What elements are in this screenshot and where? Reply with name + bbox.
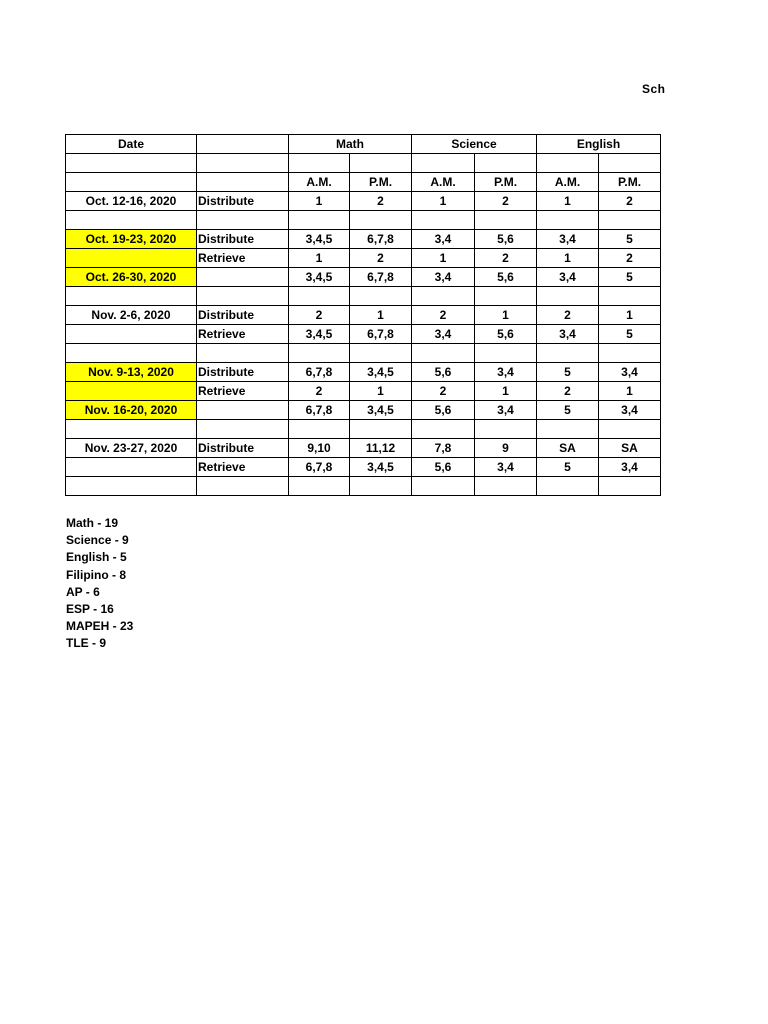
value-cell (599, 211, 661, 230)
value-cell: 1 (289, 192, 350, 211)
value-cell (412, 211, 475, 230)
action-cell: Retrieve (197, 458, 289, 477)
value-cell (475, 420, 537, 439)
value-cell (599, 344, 661, 363)
value-cell: 3,4,5 (289, 230, 350, 249)
value-cell: 5,6 (412, 458, 475, 477)
value-cell: 1 (289, 249, 350, 268)
value-cell: 3,4,5 (350, 458, 412, 477)
value-cell (350, 420, 412, 439)
action-cell (197, 420, 289, 439)
value-cell: 6,7,8 (289, 363, 350, 382)
value-cell (289, 420, 350, 439)
table-row (66, 401, 661, 420)
table-row (66, 382, 661, 401)
legend-item: Filipino - 8 (66, 567, 126, 582)
value-cell: 2 (350, 192, 412, 211)
value-cell: 3,4 (537, 230, 599, 249)
value-cell: 3,4 (412, 230, 475, 249)
action-cell: Retrieve (197, 382, 289, 401)
value-cell: 3,4 (599, 363, 661, 382)
value-cell: 3,4 (412, 268, 475, 287)
value-cell (289, 287, 350, 306)
value-cell: 1 (350, 382, 412, 401)
value-cell: 1 (599, 382, 661, 401)
date-cell (66, 477, 197, 496)
value-cell: 3,4,5 (350, 401, 412, 420)
header-date: Date (66, 135, 197, 154)
value-cell (537, 420, 599, 439)
value-cell: 6,7,8 (350, 268, 412, 287)
action-cell: Distribute (197, 363, 289, 382)
value-cell (412, 344, 475, 363)
value-cell: 2 (289, 382, 350, 401)
value-cell: 1 (537, 192, 599, 211)
value-cell (537, 477, 599, 496)
value-cell: 2 (599, 192, 661, 211)
value-cell: 1 (412, 192, 475, 211)
legend-item: TLE - 9 (66, 636, 107, 651)
value-cell: 3,4 (537, 325, 599, 344)
action-cell: Distribute (197, 192, 289, 211)
value-cell: 2 (537, 382, 599, 401)
value-cell: 5 (537, 363, 599, 382)
value-cell: 3,4 (537, 268, 599, 287)
header-period: A.M. (412, 173, 475, 192)
date-cell (66, 458, 197, 477)
value-cell (350, 477, 412, 496)
value-cell: 2 (412, 382, 475, 401)
header-subject-math: Math (289, 135, 412, 154)
value-cell (475, 344, 537, 363)
value-cell: 1 (599, 306, 661, 325)
value-cell (350, 287, 412, 306)
date-cell: Nov. 9-13, 2020 (66, 363, 197, 382)
value-cell: 5 (599, 325, 661, 344)
table-row (66, 477, 661, 496)
subject-legend (66, 515, 133, 653)
value-cell: 7,8 (412, 439, 475, 458)
date-cell (66, 325, 197, 344)
value-cell: 5,6 (412, 363, 475, 382)
header-period: P.M. (475, 173, 537, 192)
value-cell: 2 (475, 249, 537, 268)
value-cell: 11,12 (350, 439, 412, 458)
date-cell: Oct. 12-16, 2020 (66, 192, 197, 211)
value-cell: 2 (599, 249, 661, 268)
date-cell (66, 287, 197, 306)
truncated-title: Sch (642, 82, 666, 96)
value-cell: 2 (412, 306, 475, 325)
value-cell: 5,6 (475, 230, 537, 249)
header-row-periods (66, 173, 661, 192)
value-cell: 2 (350, 249, 412, 268)
value-cell: 3,4 (475, 401, 537, 420)
header-period: P.M. (599, 173, 661, 192)
value-cell: 9,10 (289, 439, 350, 458)
value-cell: 5 (537, 458, 599, 477)
value-cell: 9 (475, 439, 537, 458)
table-row (66, 344, 661, 363)
value-cell (475, 287, 537, 306)
legend-item: ESP - 16 (66, 602, 114, 617)
action-cell (197, 268, 289, 287)
value-cell: 6,7,8 (350, 325, 412, 344)
value-cell: 5,6 (475, 268, 537, 287)
value-cell: 3,4,5 (350, 363, 412, 382)
value-cell (537, 344, 599, 363)
date-cell: Oct. 19-23, 2020 (66, 230, 197, 249)
action-cell: Retrieve (197, 249, 289, 268)
value-cell: SA (537, 439, 599, 458)
legend-item: MAPEH - 23 (66, 619, 134, 634)
value-cell: 2 (537, 306, 599, 325)
table-row (66, 287, 661, 306)
legend-item: Science - 9 (66, 533, 129, 548)
value-cell: 1 (475, 306, 537, 325)
table-row (66, 268, 661, 287)
value-cell: 3,4 (599, 401, 661, 420)
date-cell: Nov. 2-6, 2020 (66, 306, 197, 325)
header-period: A.M. (537, 173, 599, 192)
value-cell (475, 477, 537, 496)
action-cell: Distribute (197, 230, 289, 249)
table-row (66, 325, 661, 344)
table-row (66, 420, 661, 439)
header-row-subjects (66, 135, 661, 154)
value-cell: 5,6 (412, 401, 475, 420)
value-cell: 1 (475, 382, 537, 401)
action-cell: Distribute (197, 439, 289, 458)
header-period: A.M. (289, 173, 350, 192)
action-cell (197, 401, 289, 420)
value-cell: 3,4 (412, 325, 475, 344)
value-cell (289, 211, 350, 230)
value-cell: 5 (599, 230, 661, 249)
value-cell: 1 (350, 306, 412, 325)
date-cell: Oct. 26-30, 2020 (66, 268, 197, 287)
action-cell (197, 477, 289, 496)
value-cell: 6,7,8 (289, 401, 350, 420)
date-cell (66, 249, 197, 268)
value-cell: 1 (537, 249, 599, 268)
value-cell (289, 477, 350, 496)
table-row (66, 458, 661, 477)
header-subject-english: English (537, 135, 661, 154)
table-row (66, 211, 661, 230)
value-cell: 2 (289, 306, 350, 325)
value-cell (599, 420, 661, 439)
table-row (66, 230, 661, 249)
date-cell (66, 420, 197, 439)
header-period: P.M. (350, 173, 412, 192)
value-cell: 5 (599, 268, 661, 287)
value-cell (412, 287, 475, 306)
value-cell: 5,6 (475, 325, 537, 344)
schedule-body (66, 135, 661, 496)
value-cell (537, 211, 599, 230)
date-cell (66, 211, 197, 230)
header-blank (197, 135, 289, 154)
table-row (66, 363, 661, 382)
action-cell (197, 287, 289, 306)
value-cell: 5 (537, 401, 599, 420)
value-cell (412, 477, 475, 496)
value-cell: SA (599, 439, 661, 458)
date-cell: Nov. 16-20, 2020 (66, 401, 197, 420)
table-row (66, 192, 661, 211)
value-cell (599, 477, 661, 496)
value-cell (412, 420, 475, 439)
value-cell (350, 344, 412, 363)
legend-item: AP - 6 (66, 584, 100, 599)
value-cell: 3,4,5 (289, 325, 350, 344)
action-cell (197, 211, 289, 230)
value-cell (475, 211, 537, 230)
value-cell (289, 344, 350, 363)
date-cell: Nov. 23-27, 2020 (66, 439, 197, 458)
value-cell: 2 (475, 192, 537, 211)
action-cell: Distribute (197, 306, 289, 325)
header-spacer-row (66, 154, 661, 173)
value-cell: 3,4 (599, 458, 661, 477)
date-cell (66, 382, 197, 401)
action-cell: Retrieve (197, 325, 289, 344)
schedule-table (65, 134, 661, 496)
value-cell: 3,4 (475, 363, 537, 382)
value-cell: 6,7,8 (350, 230, 412, 249)
action-cell (197, 344, 289, 363)
value-cell (537, 287, 599, 306)
value-cell: 6,7,8 (289, 458, 350, 477)
date-cell (66, 344, 197, 363)
value-cell (350, 211, 412, 230)
table-row (66, 306, 661, 325)
table-row (66, 439, 661, 458)
value-cell: 3,4 (475, 458, 537, 477)
value-cell: 1 (412, 249, 475, 268)
value-cell (599, 287, 661, 306)
header-subject-science: Science (412, 135, 537, 154)
legend-item: English - 5 (66, 550, 127, 565)
table-row (66, 249, 661, 268)
value-cell: 3,4,5 (289, 268, 350, 287)
legend-item: Math - 19 (66, 516, 119, 530)
